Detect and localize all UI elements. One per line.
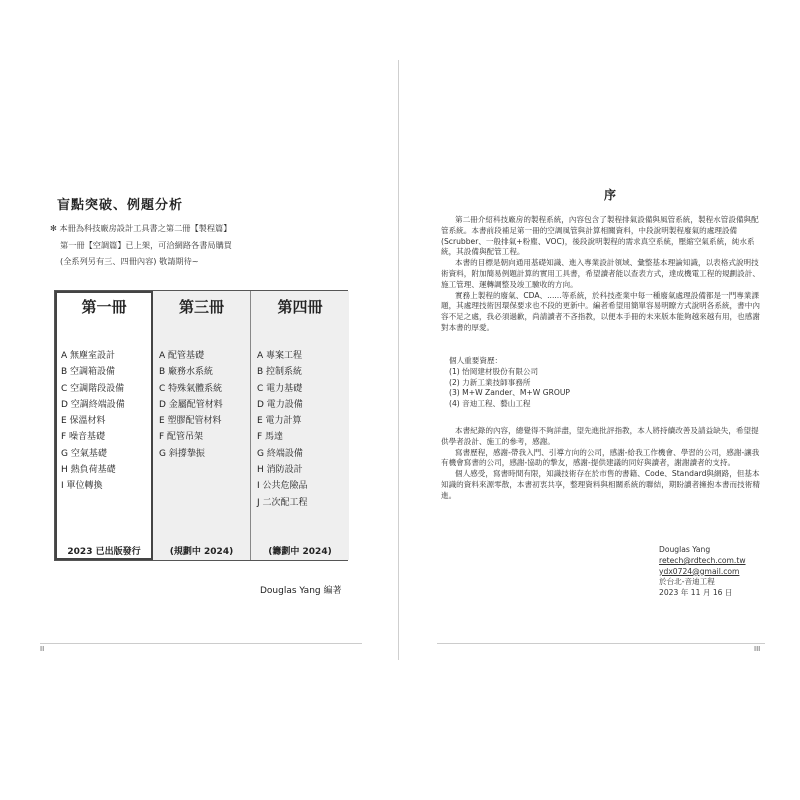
volume-column-4: [251, 291, 349, 560]
list-item: E 保溫材料: [61, 416, 106, 427]
left-page: [0, 0, 398, 800]
volume-column-1: [55, 291, 153, 560]
list-item: G 斜撐摯振: [159, 448, 205, 459]
volume-heading: 第四冊: [277, 298, 323, 316]
footer-divider: [40, 643, 362, 644]
signature-name: Douglas Yang: [659, 545, 711, 554]
volume-item-list: [257, 348, 308, 511]
list-item: G 終端設備: [257, 448, 303, 459]
credentials-title: 個人重要資歷：: [449, 356, 503, 365]
list-item: B 控制系統: [257, 367, 303, 378]
list-item: C 空調階段設備: [61, 383, 125, 394]
email-link[interactable]: retech@rdtech.com.tw: [659, 555, 746, 565]
list-item: D 金屬配管材料: [159, 399, 223, 410]
series-note-line-3: (全系列另有三、四冊內容) 敬請期待~: [60, 256, 199, 266]
list-item: I 公共危險品: [257, 481, 308, 492]
volume-status: 2023 已出版發行: [67, 547, 141, 557]
author-signature: [659, 545, 746, 599]
list-item: D 電力設備: [257, 399, 303, 410]
preface-paragraph: 第二冊介紹科技廠房的製程系統，內容包含了製程排氣設備與風管系統，製程水管設備與配管系統。本書前段補足第一冊的空調風管與計算相關資料，中段說明製程廢氣的處理設備 (Scrubber、一般排氣+粉塵、VOC)，後段說明製程的需求真空系統，壓縮空氣系統，純水系統，其設備與配管工程。: [441, 215, 759, 257]
list-item: E 塑膠配管材料: [159, 416, 222, 427]
volume-heading: 第三冊: [178, 298, 224, 316]
list-item: F 馬達: [257, 432, 284, 443]
volume-status: (規劃中 2024): [169, 547, 234, 557]
volume-heading: 第一冊: [81, 298, 127, 316]
page-number: III: [754, 645, 761, 653]
page-number: II: [40, 645, 45, 653]
list-item: B 空調箱設備: [61, 367, 116, 378]
list-item: I 單位轉換: [61, 481, 103, 492]
acknowledgements-body: [441, 426, 763, 502]
list-item: H 消防設計: [257, 465, 303, 476]
list-item: F 噪音基礎: [61, 432, 106, 443]
email-link[interactable]: ydx0724@gmail.com: [659, 566, 740, 576]
volume-table: [54, 290, 348, 561]
left-page-title: 盲點突破、例題分析: [57, 198, 184, 213]
list-item: (3) M+W Zander、M+W GROUP: [449, 388, 570, 398]
series-note-line-2: 第一冊【空調篇】已上架，可洽網路各書局購買: [60, 240, 232, 250]
list-item: A 配管基礎: [159, 351, 205, 361]
preface-paragraph: 實務上製程的廢氣、CDA、......等系統，於科技產業中每一種廢氣處理設備都是一門專業課題，其處理技術因環保要求也不段的更新中。編者希望用簡單容易明瞭方式說明各系統，書中內容不足之處，我必須過歉，尚請讀者不吝指教，以便本手冊的未來版本能夠越來越有用，也感謝對本書的厚愛。: [441, 290, 760, 332]
footer-divider: [437, 643, 765, 644]
list-item: D 空調終端設備: [61, 399, 125, 410]
ack-paragraph: 寫書歷程，感謝-帶我入門、引導方向的公司，感謝-給我工作機會、學習的公司，感謝-讓我有機會寫書的公司，感謝-協助的摯友，感謝-提供建議的同好與讀者，謝謝讀者的支持。: [441, 447, 760, 468]
ack-paragraph: 本書紀錄的內容，總覺得不夠詳盡，望先進批評指教，本人將持續改善及請益缺失，希望提供學者設計、施工的參考，感謝。: [441, 426, 759, 446]
list-item: C 電力基礎: [257, 383, 303, 394]
preface-title: 序: [604, 188, 617, 202]
book-spine-divider: [398, 60, 399, 660]
ack-paragraph: 個人感受，寫書時間有限，知識技術存在於市售的書籍、Code、Standard與網路，但基本知識的資料來源零散，本書初衷共享，整理資料與相關系統的聯結，期盼讀者擁抱本書而技術精進。: [441, 469, 760, 500]
credentials-block: [449, 356, 771, 410]
list-item: J 二次配工程: [257, 497, 308, 508]
list-item: A 專案工程: [257, 351, 303, 361]
list-item: F 配管吊架: [159, 432, 204, 443]
list-item: B 廠務水系統: [159, 367, 214, 378]
list-item: G 空氣基礎: [61, 448, 107, 459]
volume-column-3: [153, 291, 251, 560]
preface-body: [441, 215, 763, 334]
list-item: (2) 力新工業技師事務所: [449, 377, 531, 387]
list-item: (4) 音迪工程、藝山工程: [449, 399, 531, 409]
author-credit: Douglas Yang 編著: [260, 586, 342, 596]
signature-place: 於台北-音迪工程: [659, 577, 715, 587]
volume-item-list: [159, 348, 223, 462]
volume-status: (籌劃中 2024): [268, 547, 332, 557]
volume-item-list: [61, 348, 125, 495]
signature-date: 2023 年 11 月 16 日: [659, 588, 733, 598]
preface-paragraph: 本書的目標是朝向通用基礎知識、進入專業設計領域、彙整基本理論知識，以表格式說明技術資料，附加簡易例題計算的實用工具書，希望讀者能以查表方式，達成機電工程的規劃設計、施工管理、運轉調整及竣工驗收的方向。: [441, 258, 760, 289]
list-item: A 無塵室設計: [61, 351, 116, 361]
list-item: E 電力計算: [257, 416, 302, 427]
list-item: (1) 怡岡建材股份有限公司: [449, 366, 539, 376]
series-note-line-1: ✻ 本冊為科技廠房設計工具書之第二冊【製程篇】: [50, 223, 232, 233]
list-item: H 熱負荷基礎: [61, 465, 116, 476]
list-item: C 特殊氣體系統: [159, 383, 223, 394]
